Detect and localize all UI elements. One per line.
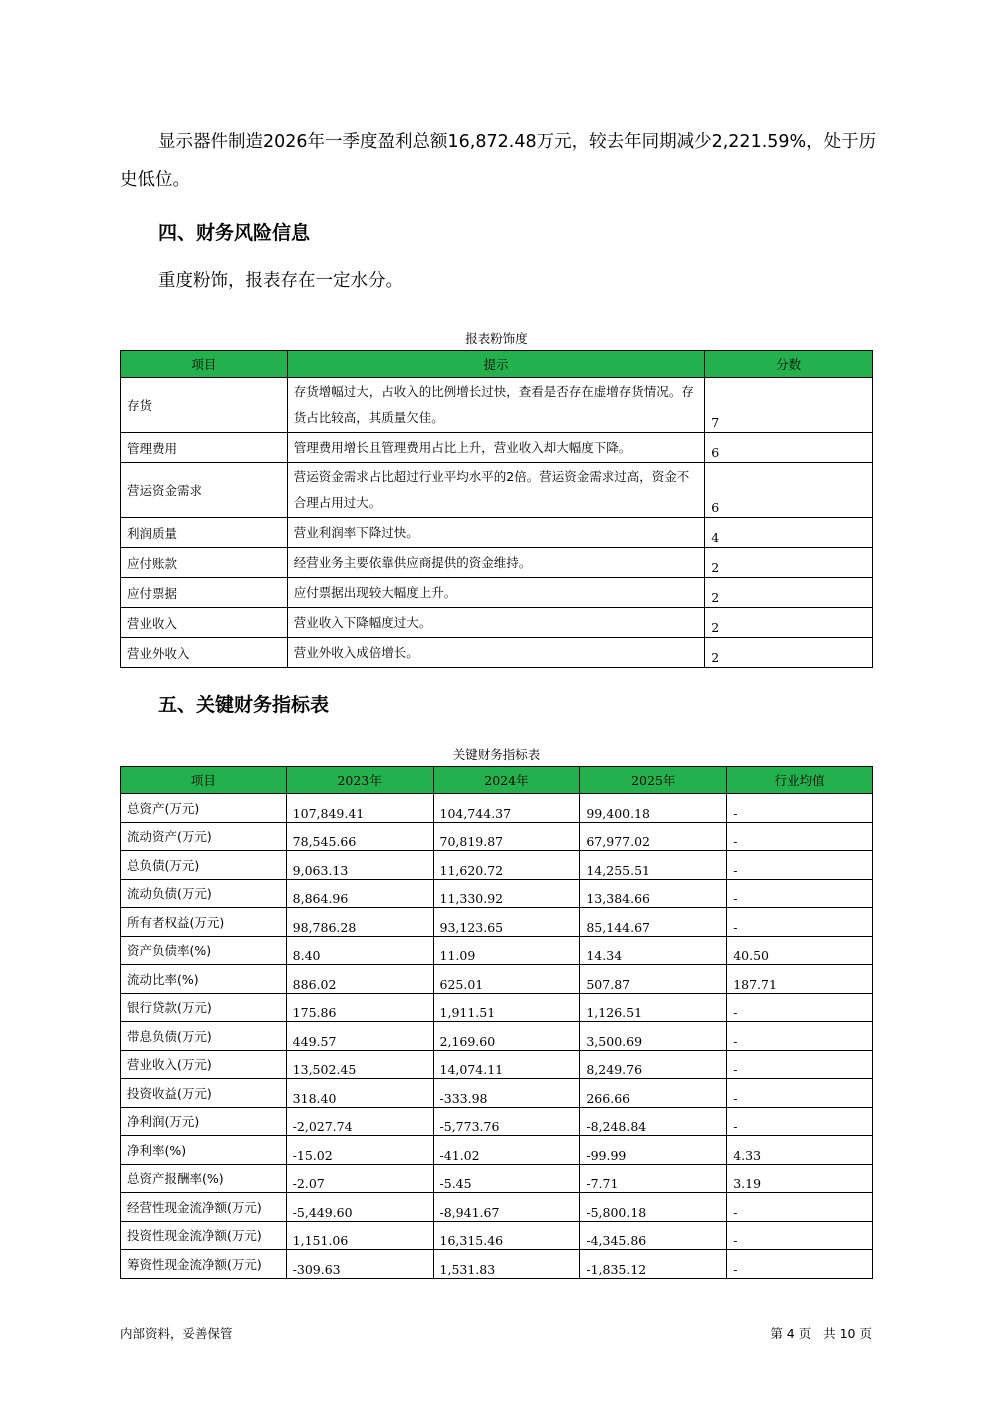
risk-score-cell: 2 [705, 608, 873, 638]
risk-header-score: 分数 [705, 351, 873, 378]
kpi-item-cell: 净利润(万元) [121, 1107, 287, 1136]
section4-summary: 重度粉饰，报表存在一定水分。 [158, 271, 403, 291]
kpi-2023-cell: 175.86 [286, 993, 433, 1022]
kpi-table-row [121, 794, 873, 823]
kpi-item-cell: 筹资性现金流净额(万元) [121, 1250, 287, 1279]
section4-heading: 四、财务风险信息 [158, 222, 311, 244]
kpi-2024-cell: -5,773.76 [433, 1107, 580, 1136]
kpi-industry-avg-cell: - [727, 879, 873, 908]
kpi-item-cell: 总资产报酬率(%) [121, 1164, 287, 1193]
risk-hint-cell: 营运资金需求占比超过行业平均水平的2倍。营运资金需求过高，资金不合理占用过大。 [287, 463, 704, 518]
kpi-item-cell: 流动资产(万元) [121, 822, 287, 851]
kpi-2025-cell: -1,835.12 [580, 1250, 727, 1279]
intro-paragraph: 显示器件制造2026年一季度盈利总额16,872.48万元，较去年同期减少2,221.59%，处于历史低位。 [120, 132, 877, 190]
kpi-2025-cell: 85,144.67 [580, 908, 727, 937]
kpi-2025-cell: 266.66 [580, 1079, 727, 1108]
risk-table [120, 350, 873, 668]
kpi-table-row [121, 1193, 873, 1222]
kpi-item-cell: 经营性现金流净额(万元) [121, 1193, 287, 1222]
kpi-table [120, 766, 873, 1279]
risk-hint-cell: 营业收入下降幅度过大。 [287, 608, 704, 638]
kpi-2024-cell: 2,169.60 [433, 1022, 580, 1051]
kpi-2025-cell: 8,249.76 [580, 1050, 727, 1079]
kpi-2023-cell: -15.02 [286, 1136, 433, 1165]
kpi-2023-cell: 449.57 [286, 1022, 433, 1051]
kpi-industry-avg-cell: - [727, 1079, 873, 1108]
kpi-2023-cell: 8,864.96 [286, 879, 433, 908]
kpi-2024-cell: 16,315.46 [433, 1221, 580, 1250]
kpi-header-industry-avg: 行业均值 [727, 767, 873, 794]
kpi-item-cell: 总资产(万元) [121, 794, 287, 823]
kpi-table-caption: 关键财务指标表 [452, 747, 541, 762]
risk-score-cell: 2 [705, 578, 873, 608]
kpi-2024-cell: 11.09 [433, 936, 580, 965]
kpi-2024-cell: -333.98 [433, 1079, 580, 1108]
kpi-2023-cell: 318.40 [286, 1079, 433, 1108]
kpi-industry-avg-cell: - [727, 1022, 873, 1051]
kpi-industry-avg-cell: - [727, 794, 873, 823]
risk-item-cell: 管理费用 [121, 433, 288, 463]
kpi-industry-avg-cell: - [727, 1107, 873, 1136]
risk-hint-cell: 管理费用增长且管理费用占比上升，营业收入却大幅度下降。 [287, 433, 704, 463]
kpi-item-cell: 银行贷款(万元) [121, 993, 287, 1022]
kpi-2023-cell: 9,063.13 [286, 851, 433, 880]
kpi-2024-cell: 70,819.87 [433, 822, 580, 851]
risk-table-row [121, 578, 873, 608]
kpi-2023-cell: -2.07 [286, 1164, 433, 1193]
kpi-industry-avg-cell: - [727, 1193, 873, 1222]
kpi-industry-avg-cell: 40.50 [727, 936, 873, 965]
kpi-2023-cell: 1,151.06 [286, 1221, 433, 1250]
kpi-industry-avg-cell: - [727, 1250, 873, 1279]
kpi-table-row [121, 908, 873, 937]
risk-hint-cell: 存货增幅过大，占收入的比例增长过快，查看是否存在虚增存货情况。存货占比较高，其质量欠佳。 [287, 378, 704, 433]
kpi-table-row [121, 1136, 873, 1165]
kpi-table-row [121, 965, 873, 994]
kpi-industry-avg-cell: - [727, 908, 873, 937]
kpi-2024-cell: 93,123.65 [433, 908, 580, 937]
kpi-industry-avg-cell: - [727, 1050, 873, 1079]
risk-hint-cell: 营业外收入成倍增长。 [287, 638, 704, 668]
kpi-table-row [121, 1221, 873, 1250]
kpi-table-header [121, 767, 873, 794]
kpi-2024-cell: 11,330.92 [433, 879, 580, 908]
kpi-table-row [121, 851, 873, 880]
risk-item-cell: 应付账款 [121, 548, 288, 578]
kpi-2024-cell: 625.01 [433, 965, 580, 994]
kpi-header-2025: 2025年 [580, 767, 727, 794]
kpi-item-cell: 流动比率(%) [121, 965, 287, 994]
kpi-2025-cell: 99,400.18 [580, 794, 727, 823]
kpi-2024-cell: 14,074.11 [433, 1050, 580, 1079]
risk-hint-cell: 经营业务主要依靠供应商提供的资金维持。 [287, 548, 704, 578]
risk-score-cell: 2 [705, 638, 873, 668]
kpi-2025-cell: -99.99 [580, 1136, 727, 1165]
kpi-2025-cell: 67,977.02 [580, 822, 727, 851]
risk-score-cell: 2 [705, 548, 873, 578]
risk-table-row [121, 638, 873, 668]
kpi-2023-cell: 78,545.66 [286, 822, 433, 851]
kpi-2024-cell: -8,941.67 [433, 1193, 580, 1222]
risk-score-cell: 6 [705, 463, 873, 518]
risk-table-caption: 报表粉饰度 [465, 331, 528, 346]
risk-item-cell: 利润质量 [121, 518, 288, 548]
kpi-2025-cell: -5,800.18 [580, 1193, 727, 1222]
risk-item-cell: 存货 [121, 378, 288, 433]
kpi-2023-cell: -2,027.74 [286, 1107, 433, 1136]
risk-item-cell: 应付票据 [121, 578, 288, 608]
risk-table-row [121, 608, 873, 638]
kpi-item-cell: 总负债(万元) [121, 851, 287, 880]
kpi-table-row [121, 936, 873, 965]
kpi-table-row [121, 1050, 873, 1079]
kpi-2025-cell: 14.34 [580, 936, 727, 965]
kpi-header-2024: 2024年 [433, 767, 580, 794]
kpi-2023-cell: 8.40 [286, 936, 433, 965]
kpi-industry-avg-cell: 4.33 [727, 1136, 873, 1165]
kpi-item-cell: 营业收入(万元) [121, 1050, 287, 1079]
kpi-item-cell: 带息负债(万元) [121, 1022, 287, 1051]
kpi-2023-cell: 886.02 [286, 965, 433, 994]
kpi-item-cell: 流动负债(万元) [121, 879, 287, 908]
kpi-2025-cell: -7.71 [580, 1164, 727, 1193]
footer-page-number: 第 4 页 共 10 页 [770, 1326, 872, 1341]
kpi-2025-cell: 14,255.51 [580, 851, 727, 880]
kpi-item-cell: 所有者权益(万元) [121, 908, 287, 937]
kpi-2023-cell: 13,502.45 [286, 1050, 433, 1079]
risk-score-cell: 7 [705, 378, 873, 433]
kpi-industry-avg-cell: - [727, 822, 873, 851]
kpi-table-row [121, 1164, 873, 1193]
kpi-2024-cell: 11,620.72 [433, 851, 580, 880]
kpi-2025-cell: -4,345.86 [580, 1221, 727, 1250]
risk-header-hint: 提示 [287, 351, 704, 378]
kpi-item-cell: 净利率(%) [121, 1136, 287, 1165]
risk-table-header [121, 351, 873, 378]
risk-header-item: 项目 [121, 351, 288, 378]
kpi-2024-cell: 1,531.83 [433, 1250, 580, 1279]
kpi-table-row [121, 1079, 873, 1108]
kpi-2025-cell: -8,248.84 [580, 1107, 727, 1136]
kpi-item-cell: 投资收益(万元) [121, 1079, 287, 1108]
risk-table-row [121, 378, 873, 433]
section5-heading: 五、关键财务指标表 [158, 694, 330, 716]
kpi-2024-cell: 1,911.51 [433, 993, 580, 1022]
kpi-2025-cell: 507.87 [580, 965, 727, 994]
risk-item-cell: 营业外收入 [121, 638, 288, 668]
kpi-industry-avg-cell: - [727, 851, 873, 880]
kpi-header-item: 项目 [121, 767, 287, 794]
risk-hint-cell: 营业利润率下降过快。 [287, 518, 704, 548]
kpi-table-row [121, 1250, 873, 1279]
risk-table-row [121, 433, 873, 463]
footer-note: 内部资料，妥善保管 [120, 1326, 233, 1341]
risk-item-cell: 营业收入 [121, 608, 288, 638]
risk-item-cell: 营运资金需求 [121, 463, 288, 518]
kpi-item-cell: 投资性现金流净额(万元) [121, 1221, 287, 1250]
kpi-2024-cell: 104,744.37 [433, 794, 580, 823]
kpi-table-row [121, 1022, 873, 1051]
risk-hint-cell: 应付票据出现较大幅度上升。 [287, 578, 704, 608]
kpi-industry-avg-cell: 187.71 [727, 965, 873, 994]
kpi-2024-cell: -41.02 [433, 1136, 580, 1165]
risk-table-row [121, 518, 873, 548]
kpi-table-row [121, 879, 873, 908]
risk-score-cell: 4 [705, 518, 873, 548]
kpi-header-2023: 2023年 [286, 767, 433, 794]
kpi-table-row [121, 993, 873, 1022]
kpi-industry-avg-cell: - [727, 1221, 873, 1250]
kpi-industry-avg-cell: 3.19 [727, 1164, 873, 1193]
kpi-table-row [121, 1107, 873, 1136]
kpi-2025-cell: 1,126.51 [580, 993, 727, 1022]
kpi-industry-avg-cell: - [727, 993, 873, 1022]
kpi-2025-cell: 13,384.66 [580, 879, 727, 908]
risk-table-row [121, 548, 873, 578]
kpi-2023-cell: -5,449.60 [286, 1193, 433, 1222]
kpi-2023-cell: -309.63 [286, 1250, 433, 1279]
kpi-2023-cell: 98,786.28 [286, 908, 433, 937]
kpi-2024-cell: -5.45 [433, 1164, 580, 1193]
kpi-2023-cell: 107,849.41 [286, 794, 433, 823]
kpi-item-cell: 资产负债率(%) [121, 936, 287, 965]
risk-table-row [121, 463, 873, 518]
kpi-table-row [121, 822, 873, 851]
kpi-2025-cell: 3,500.69 [580, 1022, 727, 1051]
risk-score-cell: 6 [705, 433, 873, 463]
